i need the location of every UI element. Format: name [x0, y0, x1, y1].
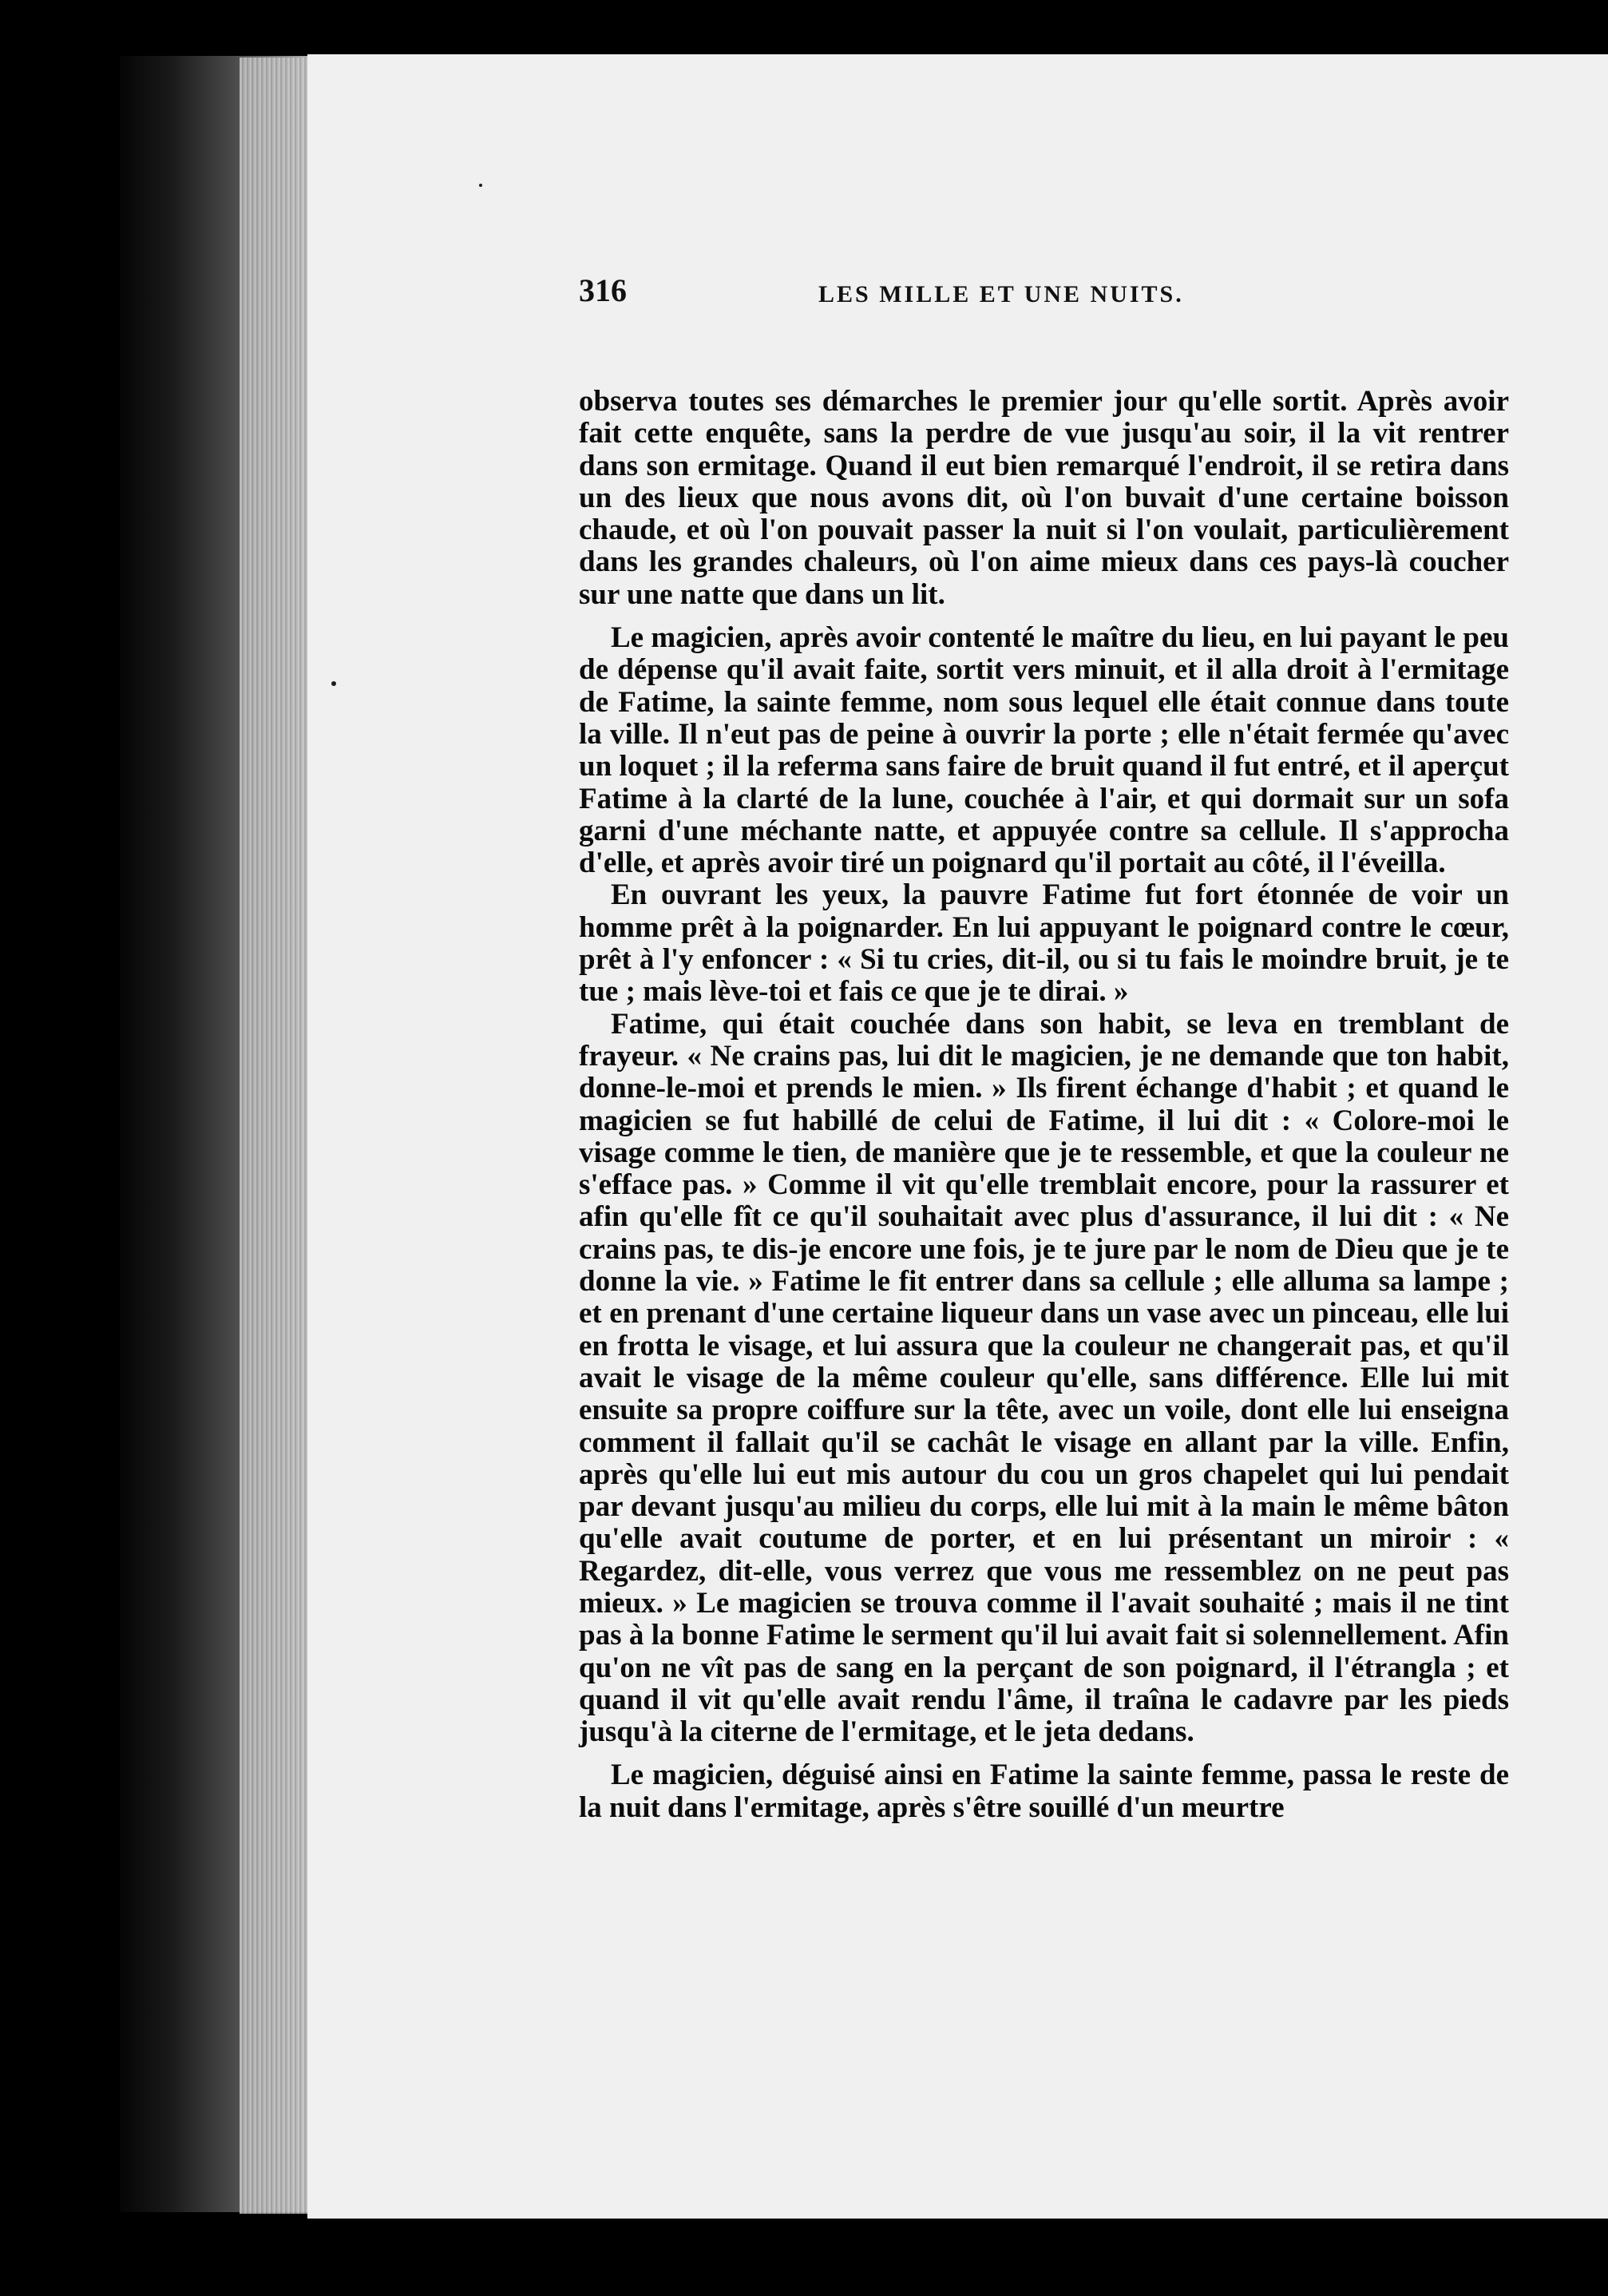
body-text [579, 386, 1509, 1824]
running-title: LES MILLE ET UNE NUITS. [818, 281, 1184, 307]
paragraph: Le magicien, après avoir contenté le maître du lieu, en lui payant le peu de dépense qu'il avait faite, sortit vers minuit, et il alla droit à l'ermitage de Fatime, la sainte femme, nom sous lequel elle était connue dans toute la ville. Il n'eut pas de peine à ouvrir la porte ; elle n'était fermée qu'avec un loquet ; il la referma sans faire de bruit quand il fut entré, et il aperçut Fatime à la clarté de la lune, couchée à l'air, et qui dormait sur un sofa garni d'une méchante natte, et appuyée contre sa cellule. Il s'approcha d'elle, et après avoir tiré un poignard qu'il portait au côté, il l'éveilla. [579, 621, 1509, 880]
book-page [307, 54, 1608, 2219]
page-number: 316 [579, 272, 627, 308]
page-header [579, 272, 1577, 319]
paragraph: Fatime, qui était couchée dans son habit, se leva en tremblant de frayeur. « Ne crains pas, lui dit le magicien, je ne demande que ton habit, donne-le-moi et prends le mien. » Ils firent échange d'habit ; et quand le magicien se fut habillé de celui de Fatime, il lui dit : « Colore-moi le visage comme le tien, de manière que je te ressemble, et que la couleur ne s'efface pas. » Comme il vit qu'elle tremblait encore, pour la rassurer et afin qu'elle fît ce qu'il souhaitait avec plus d'assurance, il lui dit : « Ne crains pas, te dis-je encore une fois, je te jure par le nom de Dieu que je te donne la vie. » Fatime le fit entrer dans sa cellule ; elle alluma sa lampe ; et en prenant d'une certaine liqueur dans un vase avec un pinceau, elle lui en frotta le visage, et lui assura que la couleur ne changerait pas, et qu'il avait le visage de la même couleur qu'elle, sans différence. Elle lui mit ensuite sa propre coiffure sur la tête, avec un voile, dont elle lui enseigna comment il fallait qu'il se cachât le visage en allant par la ville. Enfin, après qu'elle lui eut mis autour du cou un gros chapelet qui lui pendait par devant jusqu'au milieu du corps, elle lui mit à la main le même bâton qu'elle avait coutume de porter, et en lui présentant un miroir : « Regardez, dit-elle, vous verrez que vous me ressemblez on ne peut pas mieux. » Le magicien se trouva comme il l'avait souhaité ; mais il ne tint pas à la bonne Fatime le serment qu'il lui avait fait si solennellement. Afin qu'on ne vît pas de sang en la perçant de son poignard, il l'étrangla ; et quand il vit qu'elle avait rendu l'âme, il traîna le cadavre par les pieds jusqu'à la citerne de l'ermitage, et le jeta dedans. [579, 1007, 1509, 1749]
paragraph: En ouvrant les yeux, la pauvre Fatime fut fort étonnée de voir un homme prêt à la poignarder. En lui appuyant le poignard contre le cœur, prêt à l'y enfoncer : « Si tu cries, dit-il, ou si tu fais le moindre bruit, je te tue ; mais lève-toi et fais ce que je te dirai. » [579, 878, 1509, 1009]
paragraph: Le magicien, déguisé ainsi en Fatime la sainte femme, passa le reste de la nuit dans l'ermitage, après s'être souillé d'un meurtre [579, 1759, 1509, 1824]
ink-speck [331, 681, 336, 686]
paragraph: observa toutes ses démarches le premier jour qu'elle sortit. Après avoir fait cette enquête, sans la perdre de vue jusqu'au soir, il la vit rentrer dans son ermitage. Quand il eut bien remarqué l'endroit, il se retira dans un des lieux que nous avons dit, où l'on buvait d'une certaine boisson chaude, et où l'on pouvait passer la nuit si l'on voulait, particulièrement dans les grandes chaleurs, où l'on aime mieux dans ces pays-là coucher sur une natte que dans un lit. [579, 385, 1509, 611]
ink-speck [479, 184, 482, 187]
